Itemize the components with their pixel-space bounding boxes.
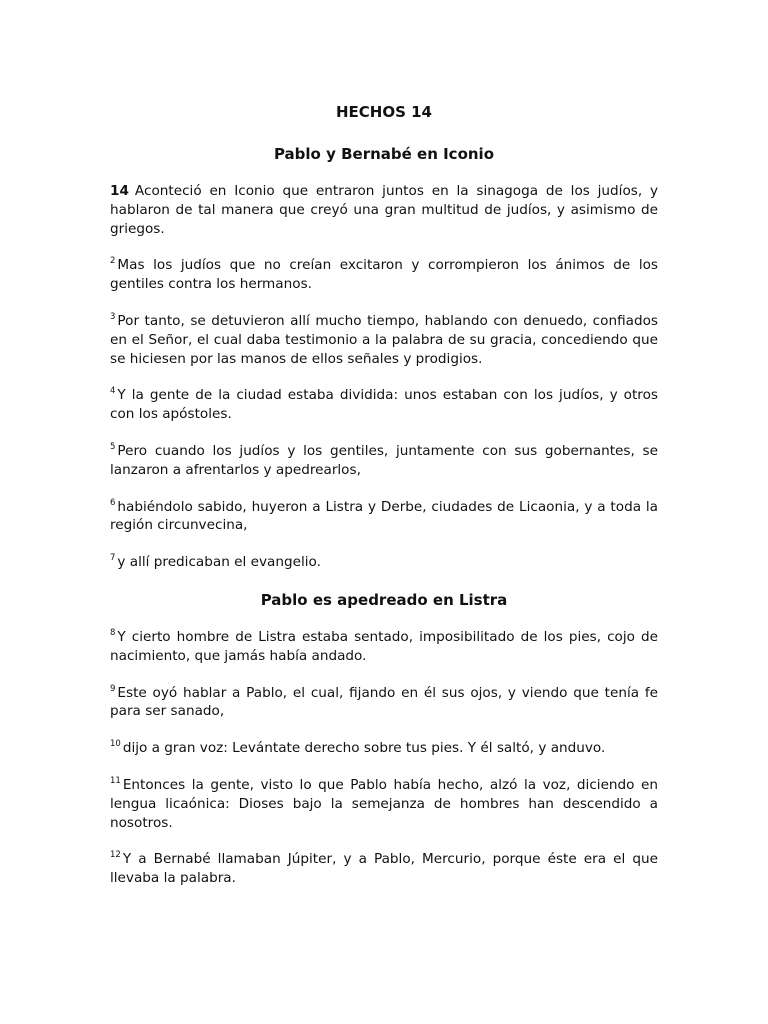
verse-text: Pero cuando los judíos y los gentiles, juntamente con sus gobernantes, se lanzaron a afrentarlos y apedrearlos,: [110, 442, 658, 478]
verse-6: [110, 498, 658, 536]
section-heading-iconio: Pablo y Bernabé en Iconio: [273, 145, 495, 163]
verse-text: Y a Bernabé llamaban Júpiter, y a Pablo, Mercurio, porque éste era el que llevaba la palabra.: [110, 851, 658, 887]
verse-11: [110, 776, 658, 832]
verse-text: Aconteció en Iconio que entraron juntos en la sinagoga de los judíos, y hablaron de tal manera que creyó una gran multitud de judíos, y asimismo de griegos.: [110, 183, 658, 237]
verse-1: [110, 182, 658, 238]
verse-text: Y la gente de la ciudad estaba dividida: unos estaban con los judíos, y otros con los apóstoles.: [110, 387, 658, 423]
verse-number: 4: [110, 386, 116, 397]
verse-9: [110, 684, 658, 722]
verse-7: [110, 553, 658, 572]
verse-text: Por tanto, se detuvieron allí mucho tiempo, hablando con denuedo, confiados en el Señor, el cual daba testimonio a la palabra de su gracia, concediendo que se hiciesen por las manos de ellos señales y prodigios.: [110, 312, 658, 367]
verse-4: [110, 386, 658, 424]
section-heading-listra: Pablo es apedreado en Listra: [260, 590, 508, 609]
verse-3: [110, 312, 658, 368]
verse-number: 10: [110, 739, 121, 750]
verse-10: [110, 739, 658, 758]
verse-number: 2: [110, 256, 116, 267]
document-title: HECHOS 14: [335, 103, 432, 121]
verse-number: 9: [110, 683, 116, 694]
verse-2: [110, 256, 658, 294]
chapter-number: 14: [110, 183, 129, 199]
verse-text: y allí predicaban el evangelio.: [117, 554, 321, 571]
verse-text: Este oyó hablar a Pablo, el cual, fijando en él sus ojos, y viendo que tenía fe para ser sanado,: [110, 684, 658, 720]
verse-number: 5: [110, 441, 116, 452]
verse-number: 3: [110, 311, 116, 322]
verse-number: 12: [110, 850, 121, 861]
verse-number: 8: [110, 627, 116, 638]
verse-text: Entonces la gente, visto lo que Pablo había hecho, alzó la voz, diciendo en lengua licaónica: Dioses bajo la semejanza de hombres han descendido a nosotros.: [110, 776, 658, 831]
verse-number: 6: [110, 497, 116, 508]
document-page: [110, 102, 658, 906]
verse-text: habiéndolo sabido, huyeron a Listra y Derbe, ciudades de Licaonia, y a toda la región circunvecina,: [110, 498, 658, 534]
verse-8: [110, 628, 658, 666]
verse-12: [110, 850, 658, 888]
verse-number: 7: [110, 553, 116, 564]
verse-text: dijo a gran voz: Levántate derecho sobre tus pies. Y él saltó, y anduvo.: [122, 740, 606, 757]
verse-text: Mas los judíos que no creían excitaron y corrompieron los ánimos de los gentiles contra los hermanos.: [110, 257, 658, 293]
verse-text: Y cierto hombre de Listra estaba sentado, imposibilitado de los pies, cojo de nacimiento, que jamás había andado.: [110, 628, 658, 664]
verse-number: 11: [110, 775, 121, 786]
verse-5: [110, 442, 658, 480]
